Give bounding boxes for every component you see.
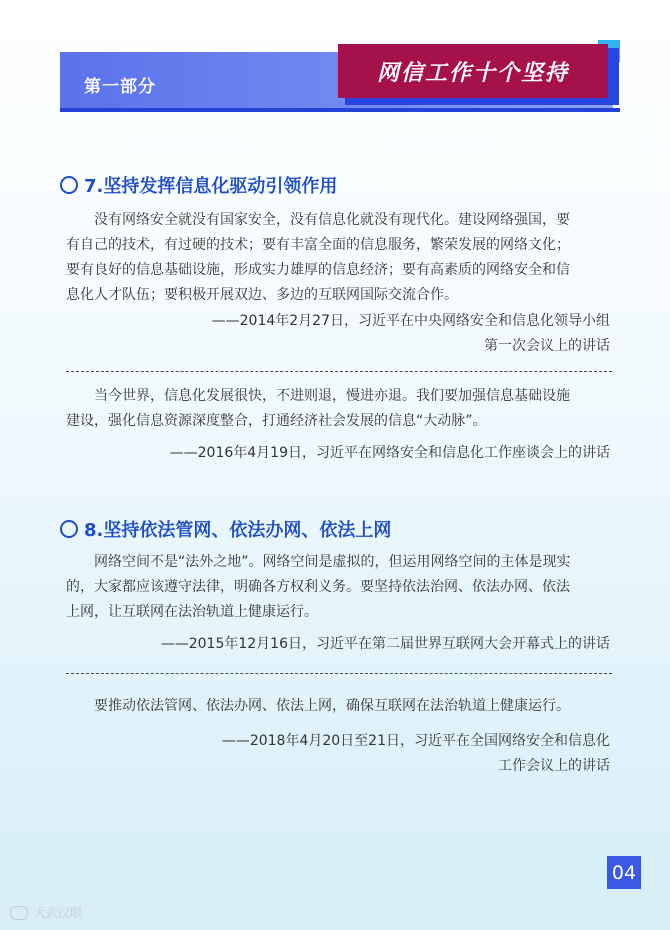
section-8-quote-2: [66, 694, 614, 719]
section-8-title-text: 8.坚持依法管网、依法办网、依法上网: [84, 520, 392, 541]
section-7-quote-2: [66, 384, 614, 434]
text-line: 当今世界，信息化发展很快，不进则退，慢进亦退。我们要加强信息基础设施: [94, 388, 570, 404]
watermark-text: 大武汉眼: [34, 906, 83, 920]
attribution-line: 工作会议上的讲话: [498, 758, 610, 774]
section-8-attribution-2: [150, 729, 610, 779]
section-7-title: [60, 172, 337, 198]
header-underline: [60, 108, 620, 112]
text-line: 网络空间不是“法外之地”。网络空间是虚拟的，但运用网络空间的主体是现实: [94, 554, 571, 570]
text-line: 有自己的技术，有过硬的技术；要有丰富全面的信息服务，繁荣发展的网络文化；: [66, 237, 570, 253]
circle-bullet-icon: [60, 176, 78, 194]
divider: [66, 673, 612, 674]
text-line: 要推动依法管网、依法办网、依法上网，确保互联网在法治轨道上健康运行。: [94, 698, 570, 714]
section-7-attribution-1: [150, 309, 610, 359]
attribution-line: ——2016年4月19日，习近平在网络安全和信息化工作座谈会上的讲话: [169, 445, 610, 461]
text-line: 的，大家都应该遵守法律，明确各方权利义务。要坚持依法治网、依法办网、依法: [66, 579, 570, 595]
section-7-attribution-2: [90, 441, 610, 466]
page-title: 网信工作十个坚持: [376, 60, 569, 86]
eye-logo-icon: [10, 906, 28, 920]
section-8-attribution-1: [90, 632, 610, 657]
section-7-quote-1: [66, 208, 614, 308]
section-7-title-text: 7.坚持发挥信息化驱动引领作用: [84, 176, 338, 197]
watermark: [10, 904, 82, 921]
attribution-line: ——2014年2月27日，习近平在中央网络安全和信息化领导小组: [211, 313, 610, 329]
page-number: 04: [607, 856, 641, 889]
section-8-title: [60, 516, 391, 542]
divider: [66, 371, 612, 372]
part-label: 第一部分: [84, 77, 156, 97]
text-line: 上网，让互联网在法治轨道上健康运行。: [66, 604, 318, 620]
attribution-line: ——2015年12月16日，习近平在第二届世界互联网大会开幕式上的讲话: [160, 636, 610, 652]
text-line: 要有良好的信息基础设施，形成实力雄厚的信息经济；要有高素质的网络安全和信: [66, 262, 570, 278]
text-line: 建设，强化信息资源深度整合，打通经济社会发展的信息“大动脉”。: [66, 413, 487, 429]
text-line: 息化人才队伍；要积极开展双边、多边的互联网国际交流合作。: [66, 287, 458, 303]
attribution-line: ——2018年4月20日至21日，习近平在全国网络安全和信息化: [221, 733, 610, 749]
circle-bullet-icon: [60, 520, 78, 538]
section-8-quote-1: [66, 550, 614, 625]
title-box: [338, 44, 608, 98]
text-line: 没有网络安全就没有国家安全，没有信息化就没有现代化。建设网络强国，要: [94, 212, 570, 228]
attribution-line: 第一次会议上的讲话: [484, 338, 610, 354]
